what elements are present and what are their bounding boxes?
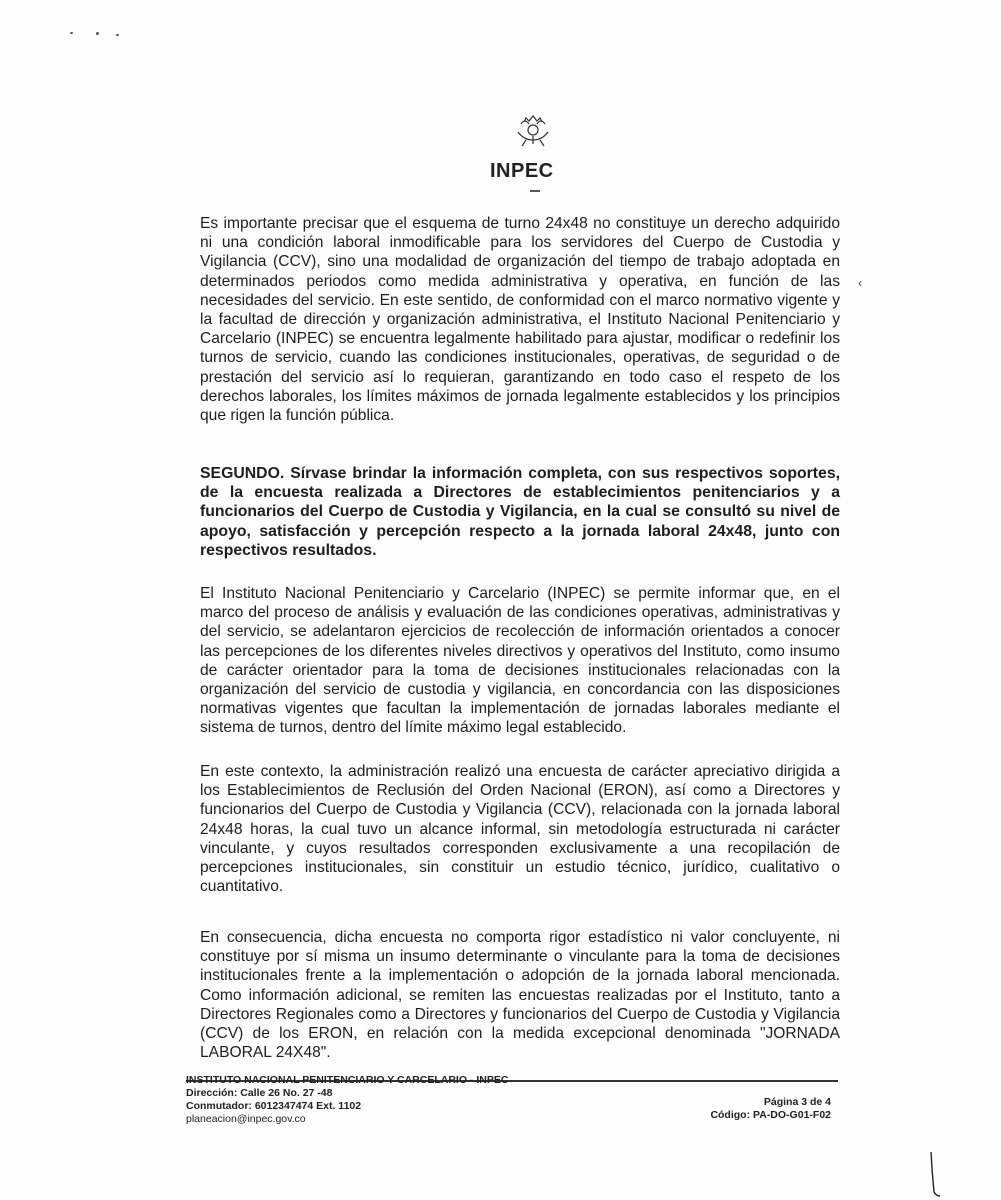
paragraph-segundo-request: SEGUNDO. Sírvase brindar la información completa, con sus respectivos soportes, de la encuesta realizada a Directores de establecimientos penitenciarios y a funcionarios del Cuerpo de Custodia y Vigilancia, en la cual se consultó su nivel de apoyo, satisfacción y percepción respecto a la jornada laboral 24x48, junto con respectivos resultados. (200, 465, 840, 559)
inpec-crest-icon (488, 112, 578, 202)
footer-institution: INSTITUTO NACIONAL PENITENCIARIO Y CARCELARIO - INPEC (186, 1074, 509, 1086)
footer-address: Dirección: Calle 26 No. 27 -48 (186, 1087, 333, 1099)
footer-document-code: Código: PA-DO-G01-F02 (710, 1109, 831, 1121)
scan-speck (116, 34, 119, 36)
footer-phone: Conmutador: 6012347474 Ext. 1102 (186, 1100, 362, 1112)
scan-speck (96, 32, 99, 35)
footer-page-number: Página 3 de 4 (763, 1096, 831, 1108)
paragraph-survey-context: En este contexto, la administración realizó una encuesta de carácter apreciativo dirigida a los Establecimientos de Reclusión del Orden Nacional (ERON), así como a Directores y funcionarios del Cuerpo de Custodia y Vigilancia (CCV), relacionada con la jornada laboral 24x48 horas, la cual tuvo un alcance informal, sin metodología estructurada ni carácter vinculante, y cuyos resultados corresponden exclusivamente a una recopilación de percepciones institucionales, sin constituir un estudio técnico, jurídico, cualitativo o cuantitativo. (200, 763, 840, 896)
paragraph-conclusion: En consecuencia, dicha encuesta no comporta rigor estadístico ni valor concluyente, ni constituye por sí misma un insumo determinante o vinculante para la toma de decisiones institucionales frente a la implementación o adopción de la jornada laboral mencionada. Como información adicional, se remiten las encuestas realizadas por el Instituto, tanto a Directores Regionales como a Directores y funcionarios del Cuerpo de Custodia y Vigilancia (CCV) de los ERON, en relación con la medida excepcional denominada "JORNADA LABORAL 24X48". (200, 929, 840, 1062)
paragraph-inpec-response: El Instituto Nacional Penitenciario y Carcelario (INPEC) se permite informar que, en el marco del proceso de análisis y evaluación de las condiciones operativas, administrativas y del servicio, se adelantaron ejercicios de recolección de información orientados a conocer las percepciones de los diferentes niveles directivos y operativos del Instituto, como insumo de carácter orientador para la toma de decisiones institucionales relacionadas con la organización del servicio de custodia y vigilancia, en concordancia con las disposiciones normativas vigentes que facultan la implementación de jornadas laborales mediante el sistema de turnos, dentro del límite máximo legal establecido. (200, 585, 840, 737)
footer-contact-block (186, 1074, 508, 1126)
footer-page-info (710, 1096, 831, 1122)
pen-stroke-mark (928, 1150, 942, 1198)
logo-wordmark: INPEC (490, 160, 554, 182)
margin-mark: ‹ (858, 276, 862, 290)
footer-email: planeacion@inpec.gov.co (186, 1113, 306, 1125)
scan-speck (70, 32, 73, 34)
paragraph-turn-scheme: Es importante precisar que el esquema de turno 24x48 no constituye un derecho adquirido ni una condición laboral inmodificable para los servidores del Cuerpo de Custodia y Vigilancia (CCV), sino una modalidad de organización del tiempo de trabajo adoptada en determinados periodos como medida administrativa y operativa, en función de las necesidades del servicio. En este sentido, de conformidad con el marco normativo vigente y la facultad de dirección y organización administrativa, el Instituto Nacional Penitenciario y Carcelario (INPEC) se encuentra legalmente habilitado para ajustar, modificar o redefinir los turnos de servicio, cuando las condiciones institucionales, operativas, de seguridad o de prestación del servicio así lo requieran, garantizando en todo caso el respeto de los derechos laborales, los límites máximos de jornada legalmente establecidos y los principios que rigen la función pública. (200, 215, 840, 425)
logo-underline (530, 190, 540, 192)
